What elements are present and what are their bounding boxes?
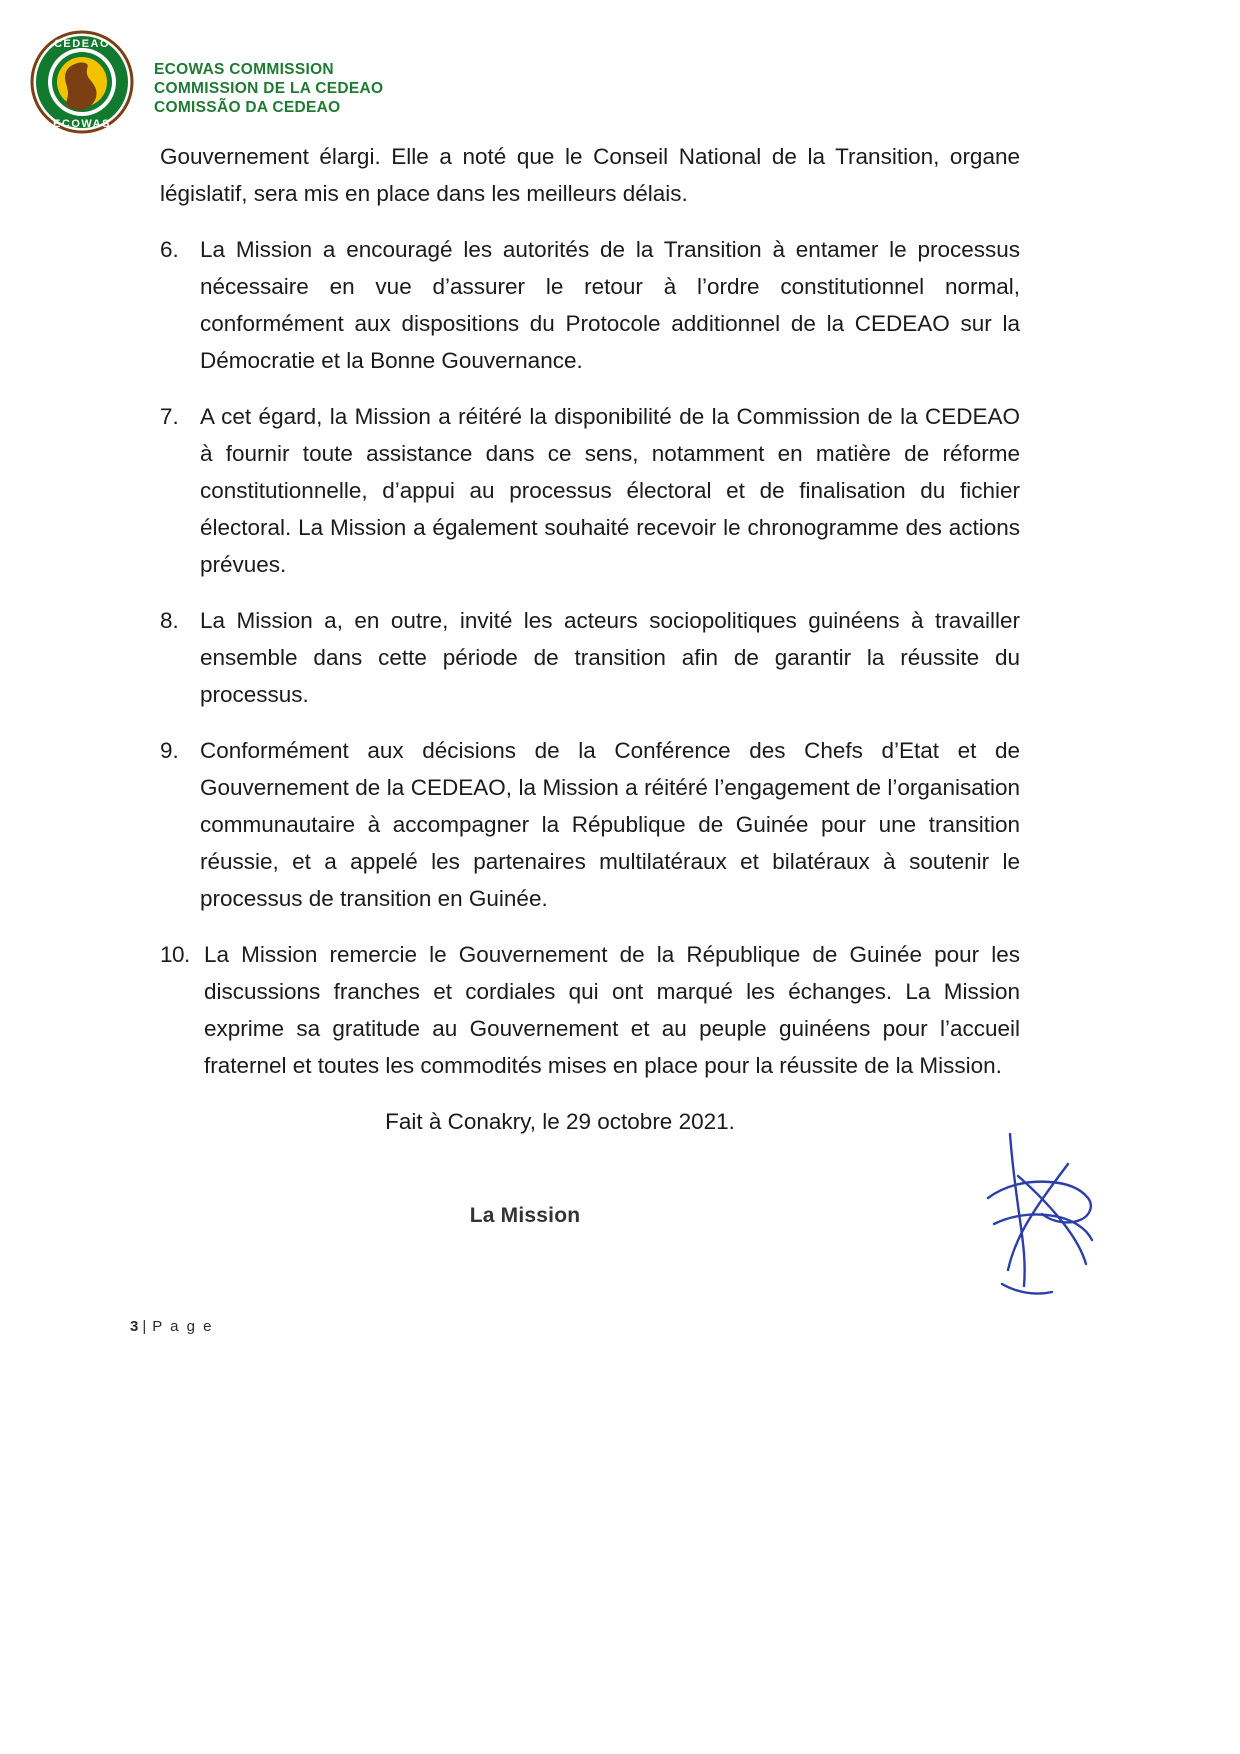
ecowas-logo-icon [28, 28, 136, 136]
page-footer [130, 1318, 214, 1335]
signature-label: La Mission [469, 1204, 581, 1227]
paragraph-10 [160, 936, 1020, 1084]
paragraph-text: La Mission remercie le Gouvernement de la République de Guinée pour les discussions franches et cordiales qui ont marqué les échanges. La Mission exprime sa gratitude au Gouvernement et au peuple guinéens pour l’accueil fraternel et toutes les commodités mises en place pour la réussite de la Mission. [204, 942, 1020, 1078]
paragraph-text: La Mission a, en outre, invité les acteurs sociopolitiques guinéens à travailler ensemble dans cette période de transition afin de garantir la réussite du processus. [200, 608, 1020, 707]
paragraph-number: 8. [160, 608, 179, 633]
paragraph-7 [160, 398, 1020, 583]
organisation-name-block [154, 60, 383, 117]
org-name-en: ECOWAS COMMISSION [154, 61, 334, 78]
paragraph-text: Conformément aux décisions de la Conférence des Chefs d’Etat et de Gouvernement de la CEDEAO, la Mission a réitéré l’engagement de l’organisation communautaire à accompagner la République de Guinée pour une transition réussie, et a appelé les partenaires multilatéraux et bilatéraux à soutenir le processus de transition en Guinée. [200, 738, 1020, 911]
paragraph-6 [160, 231, 1020, 379]
paragraph-text: Gouvernement élargi. Elle a noté que le Conseil National de la Transition, organe législatif, sera mis en place dans les meilleurs délais. [160, 144, 1020, 206]
footer-page-word: P a g e [152, 1318, 214, 1335]
document-header [28, 28, 383, 136]
paragraph-number: 6. [160, 237, 179, 262]
paragraph-number: 10. [160, 942, 190, 967]
handwritten-signature-icon [972, 1120, 1122, 1310]
page-number: 3 [130, 1318, 139, 1335]
paragraph-8 [160, 602, 1020, 713]
svg-text:CEDEAO: CEDEAO [53, 38, 111, 50]
org-name-pt: COMISSÃO DA CEDEAO [154, 99, 341, 116]
paragraph-continuation [160, 138, 1020, 212]
closing-line: Fait à Conakry, le 29 octobre 2021. [385, 1109, 735, 1134]
paragraph-text: La Mission a encouragé les autorités de la Transition à entamer le processus nécessaire en vue d’assurer le retour à l’ordre constitutionnel normal, conformément aux dispositions du Protocole additionnel de la CEDEAO sur la Démocratie et la Bonne Gouvernance. [200, 237, 1020, 373]
document-body [160, 138, 1020, 1228]
paragraph-number: 9. [160, 738, 179, 763]
paragraph-9 [160, 732, 1020, 917]
footer-separator: | [142, 1318, 149, 1335]
svg-text:ECOWAS: ECOWAS [53, 118, 111, 130]
paragraph-text: A cet égard, la Mission a réitéré la disponibilité de la Commission de la CEDEAO à fournir toute assistance dans ce sens, notamment en matière de réforme constitutionnelle, d’appui au processus électoral et de finalisation du fichier électoral. La Mission a également souhaité recevoir le chronogramme des actions prévues. [200, 404, 1020, 577]
org-name-fr: COMMISSION DE LA CEDEAO [154, 80, 384, 97]
paragraph-number: 7. [160, 404, 179, 429]
